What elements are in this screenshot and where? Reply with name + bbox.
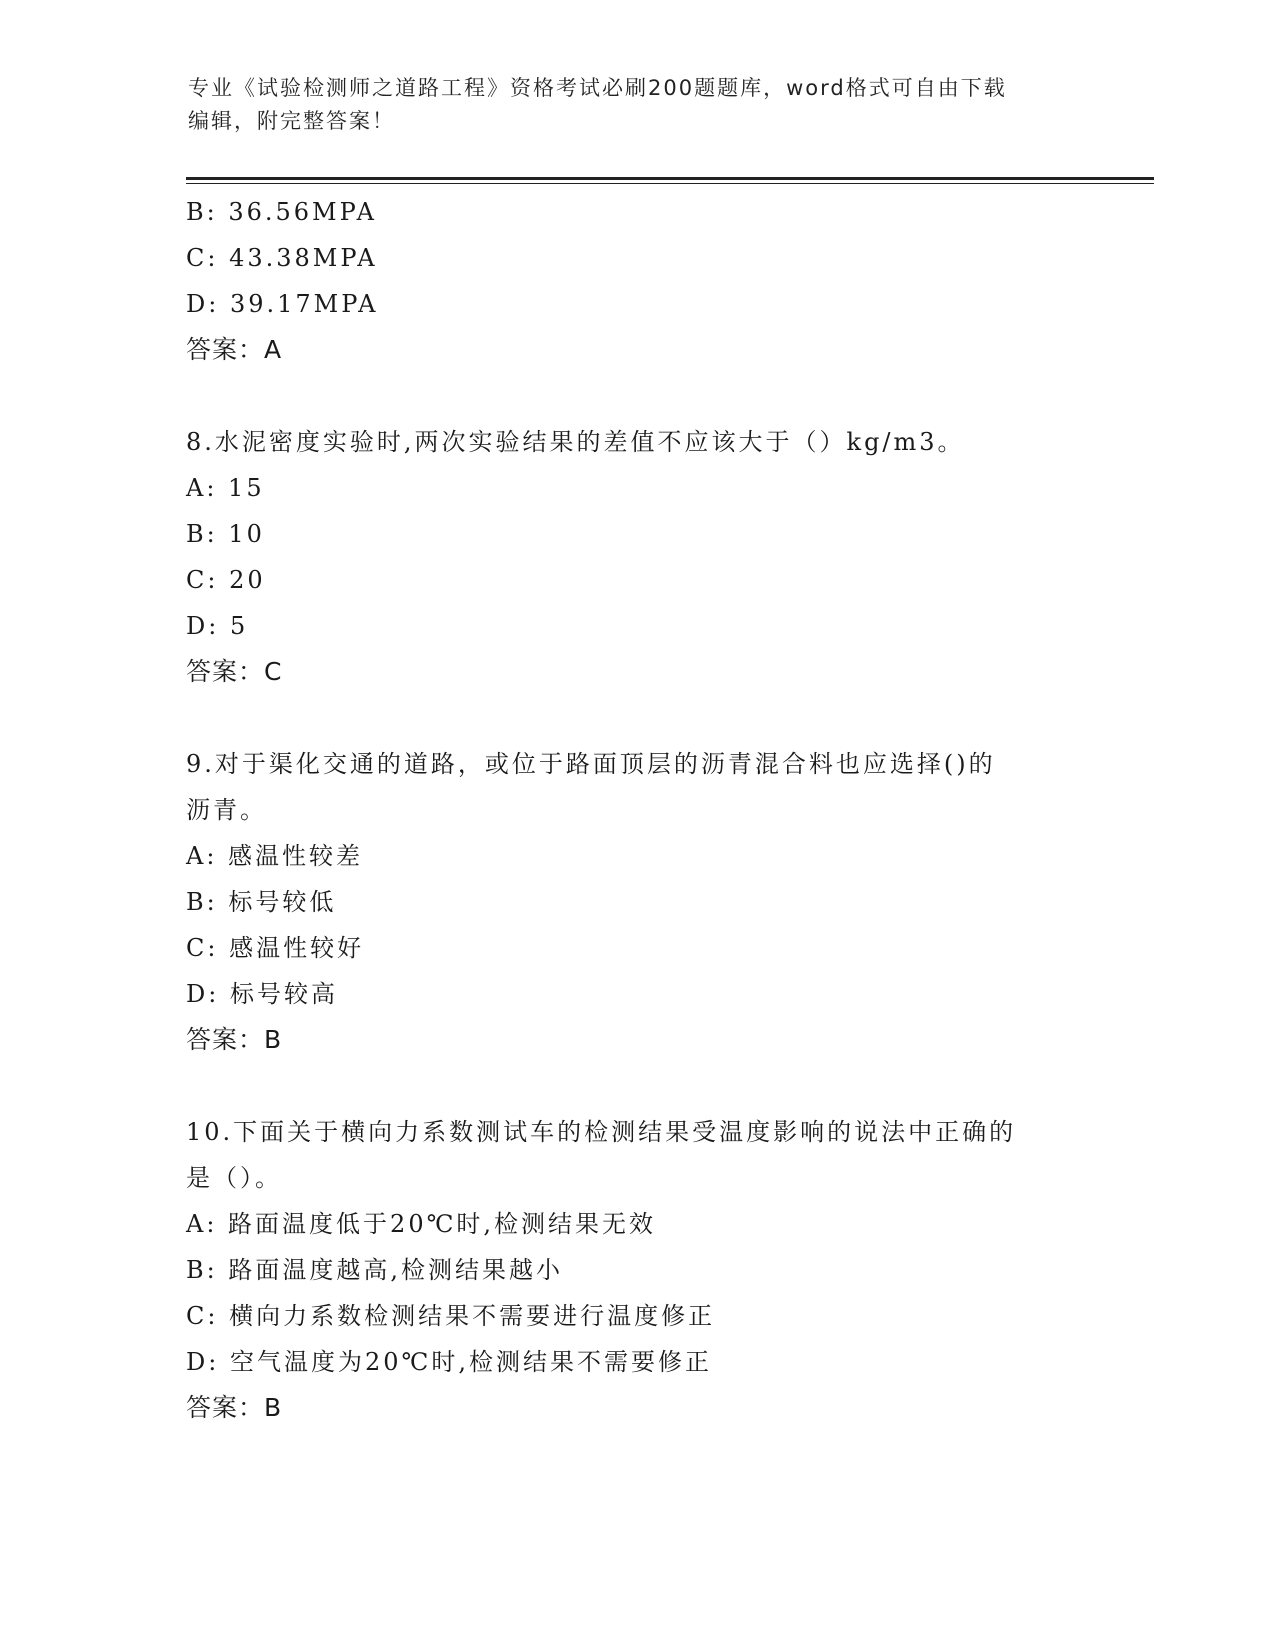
option-b: B: 36.56MPA bbox=[186, 198, 377, 226]
answer-line: 答案：B bbox=[186, 1025, 283, 1054]
question-stem bbox=[186, 419, 1086, 465]
answer-line: 答案：A bbox=[186, 335, 283, 364]
page-header bbox=[188, 72, 1088, 138]
answer-line: 答案：C bbox=[186, 657, 283, 686]
header-line-1: 专业《试验检测师之道路工程》资格考试必刷200题题库，word格式可自由下载 bbox=[188, 76, 1007, 100]
question-10-block bbox=[186, 1109, 1086, 1431]
option-b: B: 路面温度越高,检测结果越小 bbox=[186, 1256, 563, 1284]
option-d: D: 5 bbox=[186, 612, 249, 640]
question-stem-line: 沥青。 bbox=[186, 796, 267, 824]
option-a: A: 15 bbox=[186, 474, 265, 502]
question-9-block bbox=[186, 741, 1086, 1063]
question-content bbox=[186, 189, 1086, 1431]
question-stem bbox=[186, 741, 1086, 833]
option-a: A: 路面温度低于20℃时,检测结果无效 bbox=[186, 1210, 657, 1238]
option-d: D: 标号较高 bbox=[186, 980, 338, 1008]
option-b: B: 标号较低 bbox=[186, 888, 337, 916]
option-c: C: 横向力系数检测结果不需要进行温度修正 bbox=[186, 1302, 716, 1330]
question-stem-line: 9.对于渠化交通的道路，或位于路面顶层的沥青混合料也应选择()的 bbox=[186, 750, 996, 778]
option-b: B: 10 bbox=[186, 520, 265, 548]
question-stem-line: 是（）。 bbox=[186, 1164, 282, 1192]
option-c: C: 20 bbox=[186, 566, 266, 594]
header-line-2: 编辑，附完整答案！ bbox=[188, 109, 395, 133]
question-stem-line: 8.水泥密度实验时,两次实验结果的差值不应该大于（）kg/m3。 bbox=[186, 428, 965, 456]
question-stem-line: 10.下面关于横向力系数测试车的检测结果受温度影响的说法中正确的 bbox=[186, 1118, 1017, 1146]
question-8-block bbox=[186, 419, 1086, 695]
header-divider-thick bbox=[186, 177, 1154, 180]
option-d: D: 39.17MPA bbox=[186, 290, 379, 318]
header-divider-thin bbox=[186, 183, 1154, 184]
option-a: A: 感温性较差 bbox=[186, 842, 364, 870]
question-stem bbox=[186, 1109, 1086, 1201]
option-d: D: 空气温度为20℃时,检测结果不需要修正 bbox=[186, 1348, 712, 1376]
question-7-block bbox=[186, 189, 1086, 373]
option-c: C: 43.38MPA bbox=[186, 244, 378, 272]
option-c: C: 感温性较好 bbox=[186, 934, 365, 962]
answer-line: 答案：B bbox=[186, 1393, 283, 1422]
